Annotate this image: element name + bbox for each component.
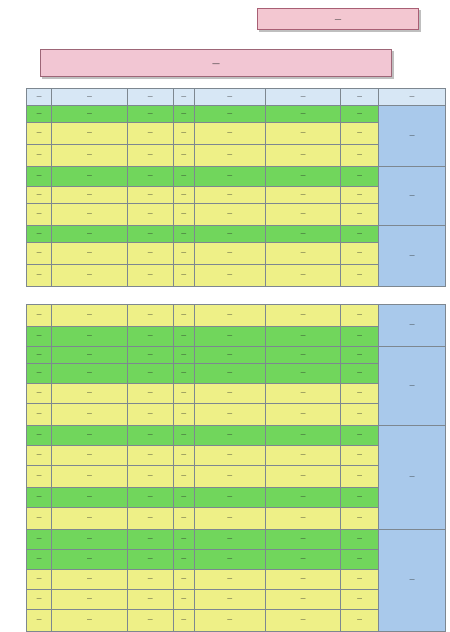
channel-cell: — [27, 610, 52, 632]
time-cell: — [341, 106, 379, 123]
professor-cell: — [127, 550, 173, 570]
lesson-cell: — [265, 550, 340, 570]
lesson-cell: — [265, 167, 340, 187]
time-cell: — [341, 187, 379, 204]
table-row [27, 167, 446, 187]
time-cell: — [341, 364, 379, 384]
date-cell: — [378, 106, 445, 167]
semester-cell: — [173, 347, 194, 364]
path-cell: — [194, 466, 265, 488]
semester-cell: — [173, 488, 194, 508]
table-row [27, 347, 446, 364]
path-cell: — [194, 145, 265, 167]
semester-cell: — [173, 327, 194, 347]
author-name: — [334, 15, 342, 23]
channel-cell: — [27, 226, 52, 243]
lesson-cell: — [265, 610, 340, 632]
path-cell: — [194, 488, 265, 508]
professor-cell: — [127, 570, 173, 590]
table-row [27, 305, 446, 327]
institution-cell: — [52, 590, 127, 610]
institution-cell: — [52, 167, 127, 187]
date-cell: — [378, 305, 445, 347]
header-time: — [341, 89, 379, 106]
lesson-cell: — [265, 384, 340, 404]
lesson-cell: — [265, 305, 340, 327]
table-row [27, 530, 446, 550]
institution-cell: — [52, 426, 127, 446]
time-cell: — [341, 446, 379, 466]
path-cell: — [194, 384, 265, 404]
institution-cell: — [52, 106, 127, 123]
time-cell: — [341, 327, 379, 347]
professor-cell: — [127, 446, 173, 466]
lesson-cell: — [265, 327, 340, 347]
time-cell: — [341, 243, 379, 265]
path-cell: — [194, 106, 265, 123]
institution-cell: — [52, 305, 127, 327]
semester-cell: — [173, 123, 194, 145]
channel-cell: — [27, 508, 52, 530]
institution-cell: — [52, 204, 127, 226]
channel-cell: — [27, 167, 52, 187]
table-row [27, 426, 446, 446]
table-row [27, 226, 446, 243]
channel-cell: — [27, 426, 52, 446]
semester-cell: — [173, 226, 194, 243]
semester-cell: — [173, 167, 194, 187]
institution-cell: — [52, 530, 127, 550]
date-cell: — [378, 226, 445, 287]
professor-cell: — [127, 106, 173, 123]
professor-cell: — [127, 466, 173, 488]
header-professor: — [127, 89, 173, 106]
lesson-cell: — [265, 265, 340, 287]
channel-cell: — [27, 364, 52, 384]
semester-cell: — [173, 384, 194, 404]
schedule-table-section-1 [26, 88, 446, 284]
lesson-cell: — [265, 204, 340, 226]
professor-cell: — [127, 508, 173, 530]
lesson-cell: — [265, 145, 340, 167]
semester-cell: — [173, 187, 194, 204]
path-cell: — [194, 167, 265, 187]
lesson-cell: — [265, 530, 340, 550]
professor-cell: — [127, 327, 173, 347]
professor-cell: — [127, 488, 173, 508]
institution-cell: — [52, 508, 127, 530]
time-cell: — [341, 570, 379, 590]
path-cell: — [194, 590, 265, 610]
path-cell: — [194, 347, 265, 364]
path-cell: — [194, 226, 265, 243]
lesson-cell: — [265, 187, 340, 204]
lesson-cell: — [265, 123, 340, 145]
channel-cell: — [27, 347, 52, 364]
institution-cell: — [52, 550, 127, 570]
professor-cell: — [127, 364, 173, 384]
author-name-box [257, 8, 419, 30]
semester-cell: — [173, 530, 194, 550]
semester-cell: — [173, 265, 194, 287]
institution-cell: — [52, 187, 127, 204]
table-row [27, 106, 446, 123]
path-cell: — [194, 305, 265, 327]
semester-cell: — [173, 145, 194, 167]
channel-cell: — [27, 590, 52, 610]
time-cell: — [341, 530, 379, 550]
lesson-cell: — [265, 226, 340, 243]
schedule-table-2 [26, 304, 446, 632]
time-cell: — [341, 466, 379, 488]
channel-cell: — [27, 530, 52, 550]
path-cell: — [194, 530, 265, 550]
schedule-title-box [40, 49, 392, 77]
channel-cell: — [27, 265, 52, 287]
professor-cell: — [127, 426, 173, 446]
semester-cell: — [173, 466, 194, 488]
path-cell: — [194, 265, 265, 287]
professor-cell: — [127, 610, 173, 632]
lesson-cell: — [265, 590, 340, 610]
professor-cell: — [127, 530, 173, 550]
time-cell: — [341, 204, 379, 226]
lesson-cell: — [265, 508, 340, 530]
lesson-cell: — [265, 570, 340, 590]
schedule-table-1 [26, 88, 446, 287]
institution-cell: — [52, 145, 127, 167]
institution-cell: — [52, 347, 127, 364]
institution-cell: — [52, 364, 127, 384]
institution-cell: — [52, 488, 127, 508]
date-cell: — [378, 347, 445, 426]
institution-cell: — [52, 265, 127, 287]
professor-cell: — [127, 265, 173, 287]
institution-cell: — [52, 466, 127, 488]
schedule-table-section-2 [26, 304, 446, 624]
semester-cell: — [173, 590, 194, 610]
lesson-cell: — [265, 466, 340, 488]
semester-cell: — [173, 204, 194, 226]
semester-cell: — [173, 508, 194, 530]
date-cell: — [378, 426, 445, 530]
schedule-title: — [212, 58, 220, 68]
path-cell: — [194, 550, 265, 570]
path-cell: — [194, 426, 265, 446]
channel-cell: — [27, 404, 52, 426]
channel-cell: — [27, 123, 52, 145]
institution-cell: — [52, 226, 127, 243]
header-channel: — [27, 89, 52, 106]
channel-cell: — [27, 488, 52, 508]
professor-cell: — [127, 167, 173, 187]
path-cell: — [194, 123, 265, 145]
path-cell: — [194, 446, 265, 466]
professor-cell: — [127, 226, 173, 243]
semester-cell: — [173, 243, 194, 265]
channel-cell: — [27, 187, 52, 204]
time-cell: — [341, 226, 379, 243]
lesson-cell: — [265, 106, 340, 123]
time-cell: — [341, 426, 379, 446]
professor-cell: — [127, 590, 173, 610]
channel-cell: — [27, 106, 52, 123]
lesson-cell: — [265, 347, 340, 364]
header-institution: — [52, 89, 127, 106]
time-cell: — [341, 550, 379, 570]
institution-cell: — [52, 404, 127, 426]
semester-cell: — [173, 364, 194, 384]
header-semester: — [173, 89, 194, 106]
lesson-cell: — [265, 364, 340, 384]
lesson-cell: — [265, 426, 340, 446]
channel-cell: — [27, 327, 52, 347]
time-cell: — [341, 167, 379, 187]
semester-cell: — [173, 106, 194, 123]
time-cell: — [341, 123, 379, 145]
time-cell: — [341, 590, 379, 610]
channel-cell: — [27, 204, 52, 226]
professor-cell: — [127, 384, 173, 404]
time-cell: — [341, 488, 379, 508]
professor-cell: — [127, 347, 173, 364]
path-cell: — [194, 404, 265, 426]
path-cell: — [194, 204, 265, 226]
professor-cell: — [127, 243, 173, 265]
date-cell: — [378, 530, 445, 632]
lesson-cell: — [265, 488, 340, 508]
channel-cell: — [27, 305, 52, 327]
semester-cell: — [173, 305, 194, 327]
header-lesson: — [265, 89, 340, 106]
institution-cell: — [52, 327, 127, 347]
semester-cell: — [173, 570, 194, 590]
professor-cell: — [127, 187, 173, 204]
semester-cell: — [173, 610, 194, 632]
channel-cell: — [27, 466, 52, 488]
lesson-cell: — [265, 446, 340, 466]
channel-cell: — [27, 550, 52, 570]
path-cell: — [194, 364, 265, 384]
semester-cell: — [173, 550, 194, 570]
path-cell: — [194, 610, 265, 632]
header-date: — [378, 89, 445, 106]
lesson-cell: — [265, 404, 340, 426]
path-cell: — [194, 508, 265, 530]
semester-cell: — [173, 404, 194, 426]
institution-cell: — [52, 243, 127, 265]
institution-cell: — [52, 610, 127, 632]
header-path: — [194, 89, 265, 106]
path-cell: — [194, 570, 265, 590]
time-cell: — [341, 404, 379, 426]
path-cell: — [194, 243, 265, 265]
professor-cell: — [127, 305, 173, 327]
professor-cell: — [127, 404, 173, 426]
time-cell: — [341, 384, 379, 404]
channel-cell: — [27, 446, 52, 466]
channel-cell: — [27, 384, 52, 404]
time-cell: — [341, 508, 379, 530]
lesson-cell: — [265, 243, 340, 265]
time-cell: — [341, 265, 379, 287]
semester-cell: — [173, 426, 194, 446]
channel-cell: — [27, 570, 52, 590]
time-cell: — [341, 305, 379, 327]
path-cell: — [194, 327, 265, 347]
semester-cell: — [173, 446, 194, 466]
institution-cell: — [52, 123, 127, 145]
table-header-row [27, 89, 446, 106]
path-cell: — [194, 187, 265, 204]
professor-cell: — [127, 145, 173, 167]
institution-cell: — [52, 384, 127, 404]
time-cell: — [341, 610, 379, 632]
time-cell: — [341, 347, 379, 364]
professor-cell: — [127, 123, 173, 145]
institution-cell: — [52, 446, 127, 466]
date-cell: — [378, 167, 445, 226]
time-cell: — [341, 145, 379, 167]
professor-cell: — [127, 204, 173, 226]
institution-cell: — [52, 570, 127, 590]
channel-cell: — [27, 243, 52, 265]
channel-cell: — [27, 145, 52, 167]
